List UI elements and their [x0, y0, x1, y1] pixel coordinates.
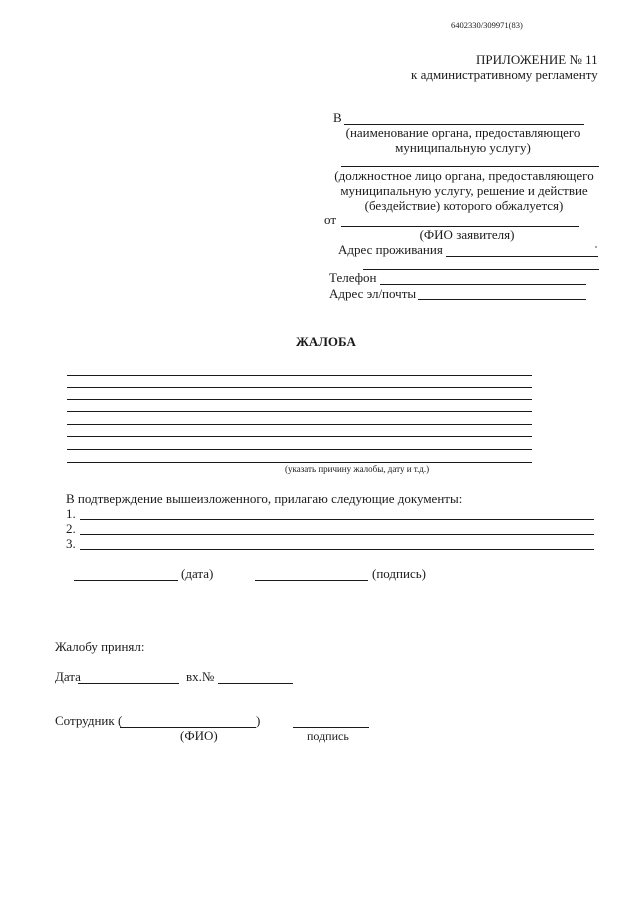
from-prefix: от	[324, 212, 337, 227]
official-caption-1: (должностное лицо органа, предоставляющего	[334, 168, 594, 183]
complaint-line[interactable]	[67, 399, 532, 400]
incoming-number-field[interactable]	[218, 683, 293, 684]
applicant-signature-field[interactable]	[255, 580, 368, 581]
complaint-line[interactable]	[67, 424, 532, 425]
official-field[interactable]	[341, 166, 599, 167]
fio-caption: (ФИО)	[180, 728, 218, 743]
scan-speck	[595, 246, 597, 248]
complaint-line[interactable]	[67, 462, 532, 463]
acceptance-date-field[interactable]	[78, 683, 179, 684]
complaint-line[interactable]	[67, 411, 532, 412]
complaint-line[interactable]	[67, 436, 532, 437]
official-caption-2: муниципальную услугу, решение и действие	[340, 183, 588, 198]
to-prefix: В	[333, 110, 342, 125]
applicant-caption: (ФИО заявителя)	[419, 227, 515, 242]
appendix-title: ПРИЛОЖЕНИЕ № 11	[476, 52, 598, 67]
received-label: Жалобу принял:	[55, 639, 145, 654]
attachment-number-1: 1.	[66, 506, 76, 521]
applicant-date-field[interactable]	[74, 580, 178, 581]
employee-close-paren: )	[256, 713, 261, 728]
employee-signature-field[interactable]	[293, 727, 369, 728]
attachments-intro: В подтверждение вышеизложенного, прилагаю следующие документы:	[66, 491, 463, 506]
appendix-subtitle: к административному регламенту	[411, 67, 598, 82]
email-field[interactable]	[418, 299, 586, 300]
complaint-line[interactable]	[67, 375, 532, 376]
residence-field-2[interactable]	[363, 269, 599, 270]
incoming-number-label: вх.№	[186, 669, 215, 684]
acceptance-date-label: Дата	[55, 669, 81, 684]
employee-label: Сотрудник (	[55, 713, 123, 728]
applicant-signature-label: (подпись)	[372, 566, 426, 581]
email-label: Адрес эл/почты	[329, 286, 417, 301]
applicant-date-label: (дата)	[181, 566, 214, 581]
document-code: 6402330/309971(83)	[451, 20, 523, 30]
complaint-title: ЖАЛОБА	[296, 334, 356, 349]
phone-field[interactable]	[380, 284, 586, 285]
attachment-number-3: 3.	[66, 536, 76, 551]
residence-label: Адрес проживания	[338, 242, 443, 257]
residence-field[interactable]	[446, 256, 598, 257]
organ-caption-1: (наименование органа, предоставляющего	[345, 125, 581, 140]
attachment-field-3[interactable]	[80, 549, 594, 550]
signature-caption: подпись	[307, 729, 349, 743]
official-caption-3: (бездействие) которого обжалуется)	[364, 198, 564, 213]
attachment-number-2: 2.	[66, 521, 76, 536]
complaint-line[interactable]	[67, 387, 532, 388]
complaint-line[interactable]	[67, 449, 532, 450]
attachment-field-2[interactable]	[80, 534, 594, 535]
phone-label: Телефон	[329, 270, 377, 285]
attachment-field-1[interactable]	[80, 519, 594, 520]
organ-caption-2: муниципальную услугу)	[395, 140, 531, 155]
complaint-reason-caption: (указать причину жалобы, дату и т.д.)	[285, 464, 430, 474]
